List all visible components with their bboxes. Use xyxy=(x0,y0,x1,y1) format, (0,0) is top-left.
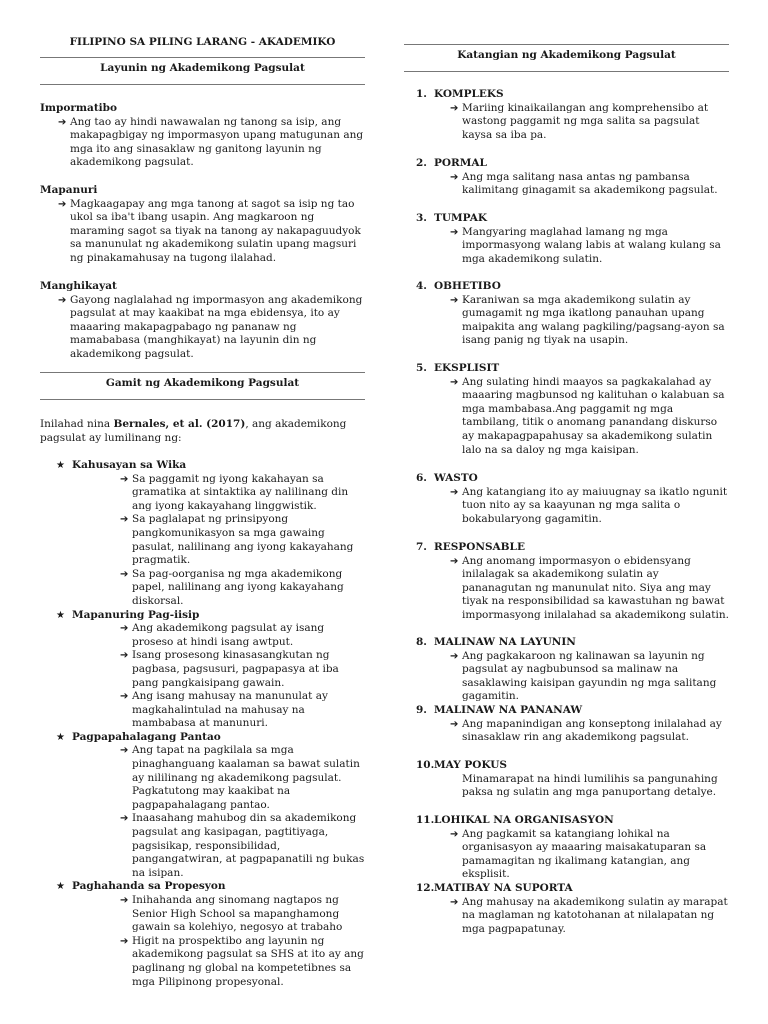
trait-number: 11. xyxy=(416,814,435,826)
arrow-icon: ➔ xyxy=(450,226,459,238)
trait-title: WASTO xyxy=(434,472,478,484)
trait-10 xyxy=(404,759,729,800)
trait-2 xyxy=(404,157,729,198)
purpose-text: Ang tao ay hindi nawawalan ng tanong sa isip, ang makapagbigay ng impormasyon upang matugunan ang mga ito ang sinasaklaw ng ganitong layunin ng akademikong pagsulat. xyxy=(70,115,364,169)
use-item: Isang prosesong kinasasangkutan ng pagbasa, pagsusuri, pagpapasya at iba pang pangkaisipang gawain. xyxy=(132,649,339,689)
trait-number: 7. xyxy=(416,541,427,553)
divider xyxy=(40,372,365,373)
use-title: Pagpapahalagang Pantao xyxy=(72,730,221,743)
star-icon: ★ xyxy=(56,731,65,743)
arrow-icon: ➔ xyxy=(120,623,129,635)
trait-number: 4. xyxy=(416,280,427,292)
section-title-katangian: Katangian ng Akademikong Pagsulat xyxy=(457,49,676,61)
trait-text: Karaniwan sa mga akademikong sulatin ay gumagamit ng mga ikatlong panauhan upang maipakita ang walang pagkiling/pagsang-ayon sa isang panig ng tiyak na usapin. xyxy=(462,293,725,347)
trait-6 xyxy=(404,472,729,526)
use-kahusayan xyxy=(40,459,365,609)
arrow-icon: ➔ xyxy=(450,376,459,388)
trait-text: Ang pagkamit sa katangiang lohikal na organisasyon ay maaaring maisakatuparan sa pamamagitan ng ikalimang katangian, ang eksplisit. xyxy=(462,827,707,881)
trait-5 xyxy=(404,362,729,457)
page-title: FILIPINO SA PILING LARANG - AKADEMIKO xyxy=(69,36,336,48)
trait-7 xyxy=(404,541,729,623)
trait-text: Ang katangiang ito ay maiuugnay sa ikatlo ngunit tuon nito ay sa kaayunan ng mga salita o bokabularyong gagamitin. xyxy=(462,485,728,525)
arrow-icon: ➔ xyxy=(450,650,459,662)
use-item: Higit na prospektibo ang layunin ng akademikong pagsulat sa SHS at ito ay ang paglinang ng global na kompetetibnes sa mga Pilipinong propesyonal. xyxy=(132,934,364,988)
use-item: Sa paglalapat ng prinsipyong pangkomunikasyon sa mga gawaing pasulat, nalilinang ang iyong kakayahang pragmatik. xyxy=(132,513,354,567)
arrow-icon: ➔ xyxy=(450,555,459,567)
purpose-manghikayat xyxy=(40,280,365,362)
arrow-icon: ➔ xyxy=(120,514,129,526)
trait-title: OBHETIBO xyxy=(434,280,501,292)
trait-title: LOHIKAL NA ORGANISASYON xyxy=(434,814,614,826)
use-title: Mapanuring Pag-iisip xyxy=(72,608,200,621)
star-icon: ★ xyxy=(56,881,65,893)
trait-number: 2. xyxy=(416,157,427,169)
use-title: Paghahanda sa Propesyon xyxy=(72,880,226,893)
divider xyxy=(40,57,365,58)
use-item: Inihahanda ang sinomang nagtapos ng Senior High School sa mapanghamong gawain sa kolehiyo, negosyo at trabaho xyxy=(132,894,343,934)
trait-title: MALINAW NA LAYUNIN xyxy=(434,636,576,648)
arrow-icon: ➔ xyxy=(120,650,129,662)
arrow-icon: ➔ xyxy=(450,294,459,306)
purpose-text: Gayong naglalahad ng impormasyon ang akademikong pagsulat at may kaakibat na mga ebidensya, ito ay maaaring makapagpabago ng pananaw ng mamababasa (manghikayat) na layunin din ng akademikong pagsulat. xyxy=(70,293,363,360)
trait-number: 8. xyxy=(416,636,427,648)
trait-number: 9. xyxy=(416,704,427,716)
arrow-icon: ➔ xyxy=(120,568,129,580)
trait-title: MAY POKUS xyxy=(434,759,507,771)
trait-title: PORMAL xyxy=(434,157,487,169)
intro-authors: Bernales, et al. (2017) xyxy=(113,418,246,430)
purpose-mapanuri xyxy=(40,184,365,266)
use-item: Ang isang mahusay na manunulat ay magkahalintulad na mahusay na mambabasa at manunuri. xyxy=(132,690,328,730)
arrow-icon: ➔ xyxy=(58,294,67,306)
trait-text: Ang mapanindigan ang konseptong inilalahad ay sinasaklaw rin ang akademikong pagsulat. xyxy=(462,717,722,744)
trait-text: Ang mahusay na akademikong sulatin ay marapat na maglaman ng katotohanan at nilalapatan ng mga pagpapatunay. xyxy=(462,895,728,935)
divider xyxy=(40,399,365,400)
trait-title: MATIBAY NA SUPORTA xyxy=(434,882,573,894)
trait-title: RESPONSABLE xyxy=(434,541,525,553)
trait-number: 6. xyxy=(416,472,427,484)
section-title-gamit: Gamit ng Akademikong Pagsulat xyxy=(105,377,300,389)
arrow-icon: ➔ xyxy=(120,691,129,703)
arrow-icon: ➔ xyxy=(58,116,67,128)
trait-1 xyxy=(404,88,729,142)
trait-8 xyxy=(404,636,729,704)
trait-number: 1. xyxy=(416,88,427,100)
divider xyxy=(404,71,729,72)
divider xyxy=(40,84,365,85)
uses-list xyxy=(40,459,365,989)
use-pagpapahalaga xyxy=(40,731,365,881)
trait-3 xyxy=(404,212,729,266)
trait-text: Ang mga salitang nasa antas ng pambansa kalimitang ginagamit sa akademikong pagsulat. xyxy=(462,170,718,197)
trait-4 xyxy=(404,280,729,348)
section-title-layunin: Layunin ng Akademikong Pagsulat xyxy=(100,62,305,74)
trait-text: Ang anomang impormasyon o ebidensyang inilalagak sa akademikong sulatin ay pananagutan ng manunulat nito. Siya ang may tiyak na responsibilidad sa kawastuhan ng bawat impormasyong inilalahad sa akademikong sulatin. xyxy=(462,554,729,621)
use-item: Sa pag-oorganisa ng mga akademikong papel, nalilinang ang iyong kakayahang diskorsal. xyxy=(132,567,344,607)
arrow-icon: ➔ xyxy=(450,102,459,114)
trait-11 xyxy=(404,814,729,882)
trait-number: 12. xyxy=(416,882,435,894)
use-item: Sa paggamit ng iyong kakahayan sa gramatika at sintaktika ay nalilinang din ang iyong kakayahang linggwistik. xyxy=(132,472,349,512)
use-title: Kahusayan sa Wika xyxy=(72,459,187,471)
trait-text: Mariing kinaikailangan ang komprehensibo at wastong paggamit ng mga salita sa pagsulat kaysa sa iba pa. xyxy=(462,101,709,141)
star-icon: ★ xyxy=(56,460,65,471)
use-item: Ang akademikong pagsulat ay isang proseso at hindi isang awtput. xyxy=(132,622,325,648)
purpose-impormatibo xyxy=(40,102,365,170)
arrow-icon: ➔ xyxy=(450,486,459,498)
use-item: Inaasahang mahubog din sa akademikong pagsulat ang kasipagan, pagtitiyaga, pagsisikap, responsibilidad, pangangatwiran, at pagpapanatili ng bukas na isipan. xyxy=(132,812,365,879)
divider xyxy=(404,44,729,45)
use-paghahanda xyxy=(40,880,365,989)
star-icon: ★ xyxy=(56,609,65,621)
trait-title: EKSPLISIT xyxy=(434,362,500,374)
trait-12 xyxy=(404,882,729,936)
trait-number: 5. xyxy=(416,362,427,374)
trait-title: KOMPLEKS xyxy=(434,88,504,100)
use-item: Ang tapat na pagkilala sa mga pinaghanguang kaalaman sa bawat sulatin ay nililinang ng akademikong pagsulat. Pagkatutong may kaakibat na pagpapahalagang pantao. xyxy=(132,744,360,811)
arrow-icon: ➔ xyxy=(450,896,459,908)
arrow-icon: ➔ xyxy=(120,813,129,825)
arrow-icon: ➔ xyxy=(120,473,129,485)
arrow-icon: ➔ xyxy=(58,198,67,210)
arrow-icon: ➔ xyxy=(450,171,459,183)
arrow-icon: ➔ xyxy=(450,828,459,840)
purpose-term: Manghikayat xyxy=(40,280,117,292)
trait-text: Mangyaring maglahad lamang ng mga impormasyong walang labis at walang kulang sa mga akademikong sulatin. xyxy=(462,225,721,265)
arrow-icon: ➔ xyxy=(120,745,129,757)
use-mapanuring xyxy=(40,609,365,731)
trait-text: Ang sulating hindi maayos sa pagkakalahad ay maaaring magbunsod ng kalituhan o kalabuan sa mga mambabasa.Ang paggamit ng mga tambilang, titik o anomang panandang diskurso ay makapagpapahusay sa akademikong sulatin lalo na sa daloy ng mga kaisipan. xyxy=(462,375,725,456)
intro-paragraph: Inilahad nina Bernales, et al. (2017), ang akademikong pagsulat ay lumilinang ng: xyxy=(40,418,347,444)
trait-text: Minamarapat na hindi lumilihis sa pangunahing paksa ng sulatin ang mga panuportang detalye. xyxy=(462,772,718,799)
trait-number: 3. xyxy=(416,212,427,224)
arrow-icon: ➔ xyxy=(120,895,129,906)
arrow-icon: ➔ xyxy=(450,718,459,730)
purpose-term: Mapanuri xyxy=(40,184,98,196)
trait-title: TUMPAK xyxy=(434,212,487,224)
trait-text: Ang pagkakaroon ng kalinawan sa layunin ng pagsulat ay nagbubunsod sa malinaw na sasaklawing kaisipan gayundin ng mga salitang gagamitin. xyxy=(462,649,717,703)
purpose-text: Magkaagapay ang mga tanong at sagot sa isip ng tao ukol sa iba't ibang usapin. Ang magkaroon ng maraming sagot sa tiyak na tanong ay nakapaguudyok sa manunulat ng akademikong sulatin upang magsuri ng pinakamahusay na tugong ilalahad. xyxy=(70,197,361,264)
trait-number: 10. xyxy=(416,759,435,771)
trait-9 xyxy=(404,704,729,745)
trait-title: MALINAW NA PANANAW xyxy=(434,704,583,716)
purpose-term: Impormatibo xyxy=(40,102,117,114)
arrow-icon: ➔ xyxy=(120,935,129,947)
